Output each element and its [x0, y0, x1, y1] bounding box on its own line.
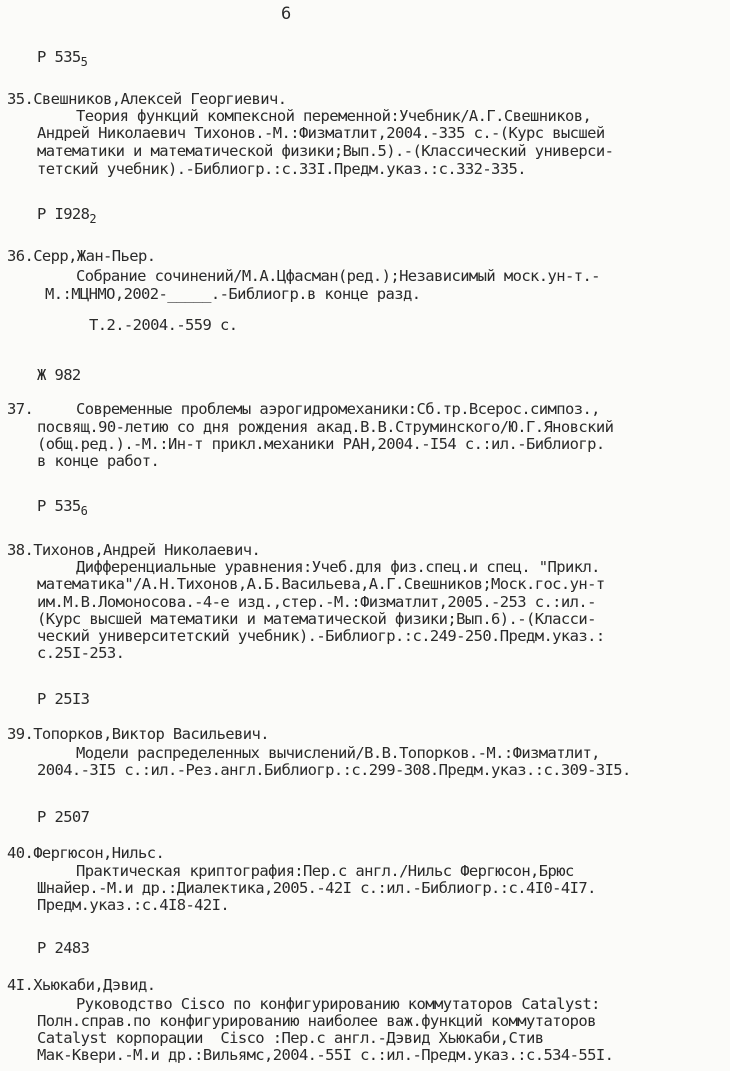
entry-line: Модели распределенных вычислений/В.В.Топорков.-М.:Физматлит, — [76, 744, 600, 762]
entry-header — [7, 542, 260, 559]
entry-line: с.25I-253. — [37, 644, 125, 662]
shelf-mark: Р 2507 — [37, 808, 90, 826]
shelf-mark: Р $535_5$ — [37, 48, 88, 69]
entry-line: Руководство Cisco по конфигурированию коммутаторов Catalyst: — [76, 995, 600, 1013]
entry-line: (общ.ред.).-М.:Ин-т прикл.механики РАН,2004.-I54 с.:ил.-Библиогр. — [37, 435, 605, 453]
shelf-mark: Р 25I3 — [37, 690, 90, 708]
entry-line: Андрей Николаевич Тихонов.-М.:Физматлит,2004.-335 с.-(Курс высшей — [37, 124, 605, 142]
entry-line: Теория функций компексной переменной:Учебник/А.Г.Свешников, — [76, 107, 592, 125]
entry-line: Предм.указ.:с.4I8-42I. — [37, 896, 230, 914]
shelf-mark: Р $535_6$ — [37, 497, 88, 518]
entry-line: математика"/А.Н.Тихонов,А.Б.Васильева,А.Г.Свешников;Моск.гос.ун-т — [37, 575, 605, 593]
entry-number: 37. — [7, 400, 34, 418]
entry-line: Шнайер.-М.и др.:Диалектика,2005.-42I с.:ил.-Библиогр.:с.4I0-4I7. — [37, 879, 596, 897]
entry-number: 35. — [7, 90, 34, 108]
entry-line: тетский учебник).-Библиогр.:с.33I.Предм.указ.:с.332-335. — [37, 160, 526, 178]
entry-line: им.М.В.Ломоносова.-4-е изд.,стер.-М.:Физматлит,2005.-253 с.:ил.- — [37, 593, 596, 611]
entry-number: 36. — [7, 247, 34, 265]
entry-line: 2004.-3I5 с.:ил.-Рез.англ.Библиогр.:с.299-308.Предм.указ.:с.309-3I5. — [37, 761, 631, 779]
entry-line: (Курс высшей математики и математической физики;Вып.6).-(Класси- — [37, 610, 596, 628]
entry-line: Дифференциальные уравнения:Учеб.для физ.спец.и спец. "Прикл. — [76, 558, 600, 576]
page-number: 6 — [281, 4, 291, 24]
entry-header — [7, 977, 155, 994]
entry-line: ческий университетский учебник).-Библиогр.:с.249-250.Предм.указ.: — [37, 627, 605, 645]
entry-number: 4I. — [7, 976, 34, 994]
entry-header — [7, 726, 269, 743]
entry-header — [7, 248, 155, 265]
entry-volume: Т.2.-2004.-559 с. — [89, 316, 238, 334]
entry-number: 39. — [7, 725, 34, 743]
entry-line: математики и математической физики;Вып.5).-(Классический универси- — [37, 142, 614, 160]
entry-number: 38. — [7, 541, 34, 559]
entry-line: посвящ.90-летию со дня рождения акад.В.В.Струминского/Ю.Г.Яновский — [37, 418, 614, 436]
entry-author: Топорков,Виктор Васильевич. — [33, 725, 269, 743]
entry-line: Собрание сочинений/М.А.Цфасман(ред.);Независимый моск.ун-т.- — [76, 267, 600, 285]
entry-line: Современные проблемы аэрогидромеханики:Сб.тр.Всерос.симпоз., — [76, 400, 600, 418]
entry-line: Полн.справ.по конфигурированию наиболее важ.функций коммутаторов — [37, 1012, 596, 1030]
shelf-mark: Р $I928_2$ — [37, 205, 97, 226]
entry-line: Мак-Квери.-М.и др.:Вильямс,2004.-55I с.:ил.-Предм.указ.:с.534-55I. — [37, 1046, 614, 1064]
shelf-mark: Р 2483 — [37, 939, 90, 957]
shelf-mark: Ж 982 — [37, 366, 81, 384]
entry-header — [7, 845, 164, 862]
entry-author: Тихонов,Андрей Николаевич. — [33, 541, 261, 559]
entry-line: Catalyst корпорации Cisco :Пер.с англ.-Дэвид Хьюкаби,Стив — [37, 1029, 544, 1047]
entry-header — [7, 91, 286, 108]
entry-line: в конце работ. — [37, 452, 160, 470]
entry-number: 40. — [7, 844, 34, 862]
entry-line: М.:МЦНМО,2002-_____.-Библиогр.в конце разд. — [45, 285, 421, 303]
entry-line: Практическая криптография:Пер.с англ./Нильс Фергюсон,Брюс — [76, 862, 574, 880]
entry-author: Хьюкаби,Дэвид. — [33, 976, 156, 994]
entry-author: Свешников,Алексей Георгиевич. — [33, 90, 287, 108]
entry-author: Серр,Жан-Пьер. — [33, 247, 156, 265]
entry-author: Фергюсон,Нильс. — [33, 844, 165, 862]
